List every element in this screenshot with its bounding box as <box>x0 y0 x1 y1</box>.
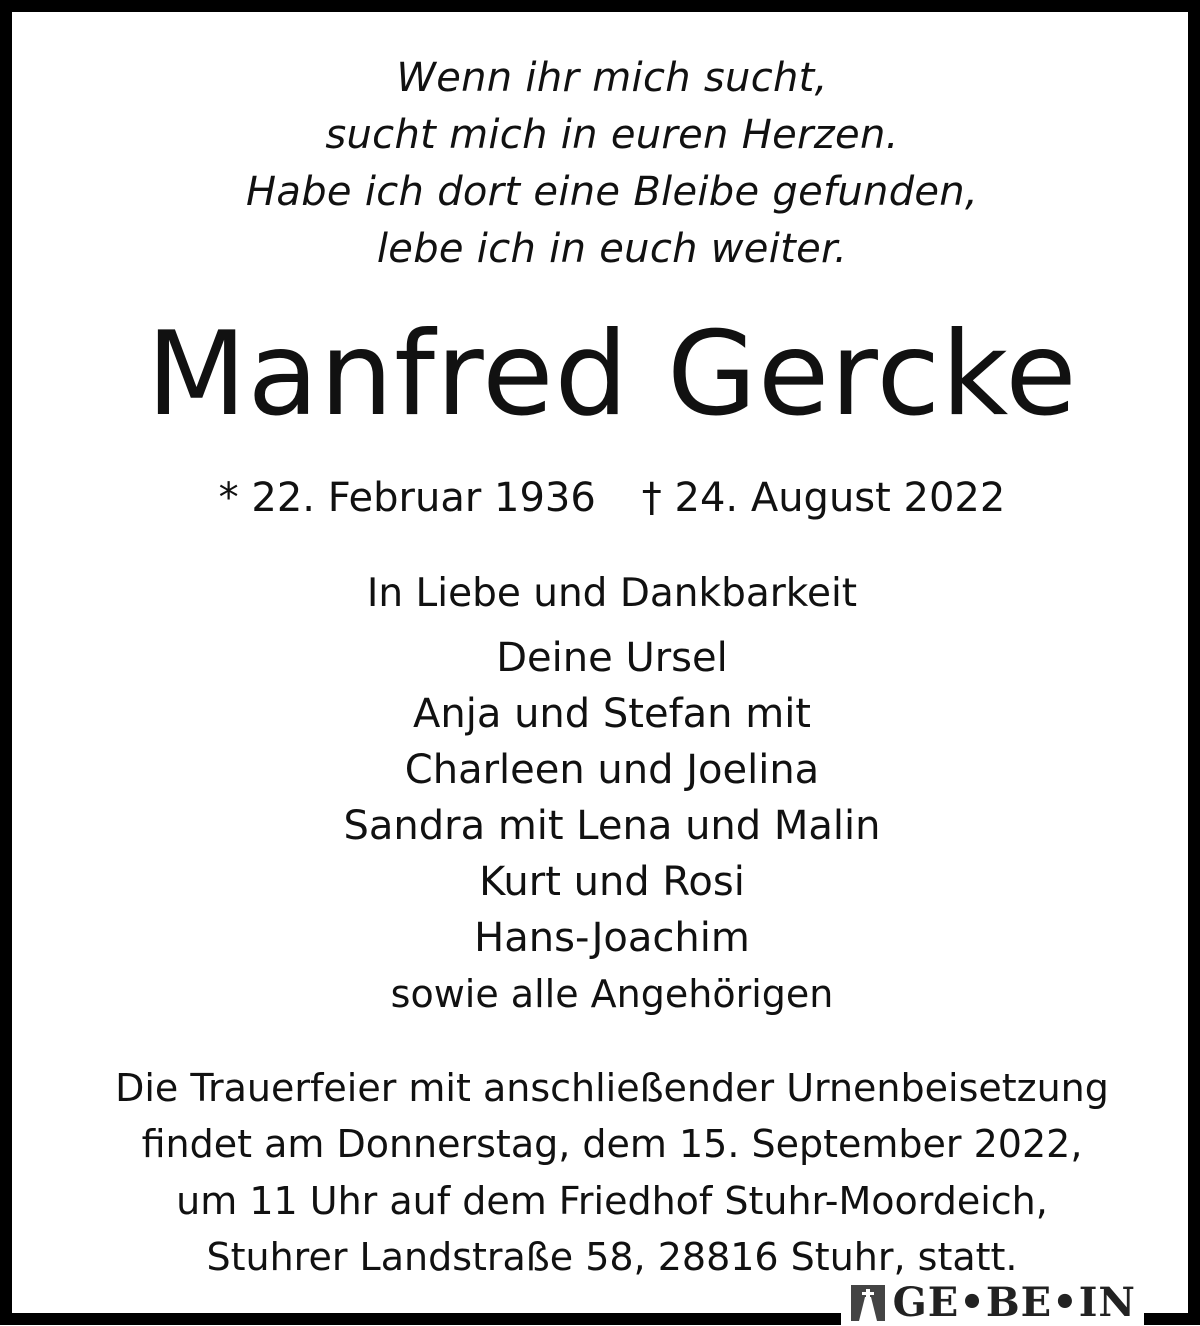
mourner-line-1: Deine Ursel <box>496 635 728 681</box>
birth-date: * 22. Februar 1936 <box>218 475 596 521</box>
mourners-closing: sowie alle Angehörigen <box>390 972 834 1016</box>
ceremony-line-4: Stuhrer Landstraße 58, 28816 Stuhr, statt. <box>206 1235 1018 1279</box>
poem-line-4: lebe ich in euch weiter. <box>376 226 848 272</box>
mourner-line-2: Anja und Stefan mit <box>413 691 811 737</box>
logo-text: GE•BE•IN <box>892 1279 1136 1326</box>
ceremony-line-2: findet am Donnerstag, dem 15. September 2022, <box>141 1122 1083 1166</box>
mourners-intro: In Liebe und Dankbarkeit <box>366 571 858 616</box>
life-dates <box>12 475 1200 521</box>
death-date: † 24. August 2022 <box>641 475 1006 521</box>
ceremony-line-1: Die Trauerfeier mit anschließender Urnenbeisetzung <box>115 1066 1109 1110</box>
publisher-logo <box>841 1279 1144 1325</box>
mourner-line-4: Sandra mit Lena und Malin <box>343 803 881 849</box>
poem-line-3: Habe ich dort eine Bleibe gefunden, <box>246 169 978 215</box>
poem-line-1: Wenn ihr mich sucht, <box>396 55 828 101</box>
ceremony-line-3: um 11 Uhr auf dem Friedhof Stuhr-Moordeich, <box>176 1179 1048 1223</box>
gebein-logo-icon <box>849 1283 887 1323</box>
mourner-line-5: Kurt und Rosi <box>479 859 745 905</box>
deceased-name: Manfred Gercke <box>146 307 1078 442</box>
mourner-line-3: Charleen und Joelina <box>404 747 820 793</box>
mourner-line-6: Hans-Joachim <box>474 915 750 961</box>
poem-line-2: sucht mich in euren Herzen. <box>325 112 899 158</box>
